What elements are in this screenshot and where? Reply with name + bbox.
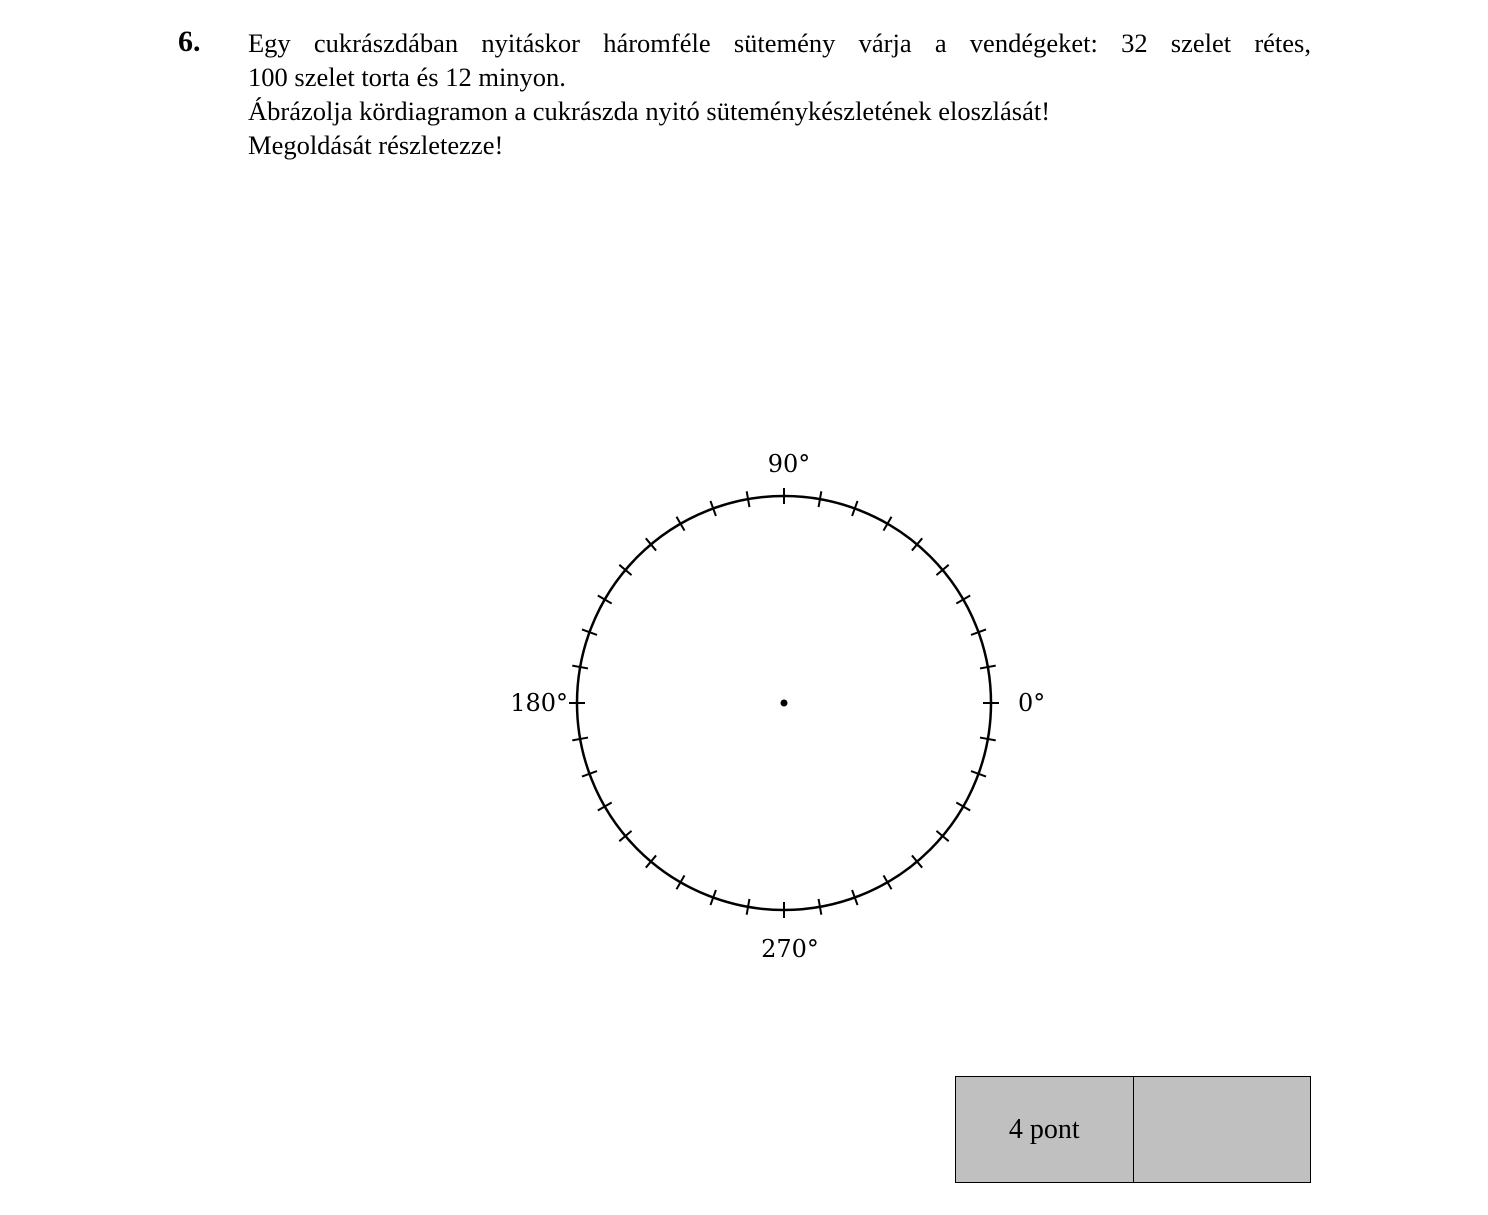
- tick-mark: [956, 803, 970, 811]
- task-text-line-2: 100 szelet torta és 12 minyon.: [248, 62, 566, 92]
- angle-label-180: 180°: [510, 689, 568, 717]
- tick-mark: [819, 899, 822, 915]
- angle-label-270: 270°: [761, 935, 819, 963]
- center-dot: [781, 700, 788, 707]
- tick-mark: [956, 596, 970, 604]
- earned-points-cell: [1134, 1077, 1311, 1182]
- tick-mark: [884, 517, 892, 531]
- tick-mark: [677, 517, 685, 531]
- tick-mark: [572, 666, 588, 669]
- tick-mark: [884, 875, 892, 889]
- task-text-line-1: Egy cukrászdában nyitáskor háromféle sütemény várja a vendégeket: 32 szelet rétes,: [248, 28, 1311, 58]
- tick-mark: [598, 596, 612, 604]
- score-box: [955, 1076, 1311, 1183]
- tick-mark: [572, 738, 588, 741]
- tick-mark: [747, 899, 750, 915]
- angle-label-90: 90°: [767, 450, 811, 478]
- task-number: 6.: [178, 25, 201, 58]
- tick-mark: [980, 738, 996, 741]
- tick-mark: [677, 875, 685, 889]
- max-points-cell: 4 pont: [956, 1077, 1134, 1182]
- task-text-line-4: Megoldását részletezze!: [248, 130, 504, 160]
- angle-label-0: 0°: [1018, 689, 1046, 717]
- tick-mark: [747, 491, 750, 507]
- tick-mark: [980, 666, 996, 669]
- tick-mark: [819, 491, 822, 507]
- tick-mark: [598, 803, 612, 811]
- task-text-line-3: Ábrázolja kördiagramon a cukrászda nyitó süteménykészletének eloszlását!: [248, 96, 1051, 126]
